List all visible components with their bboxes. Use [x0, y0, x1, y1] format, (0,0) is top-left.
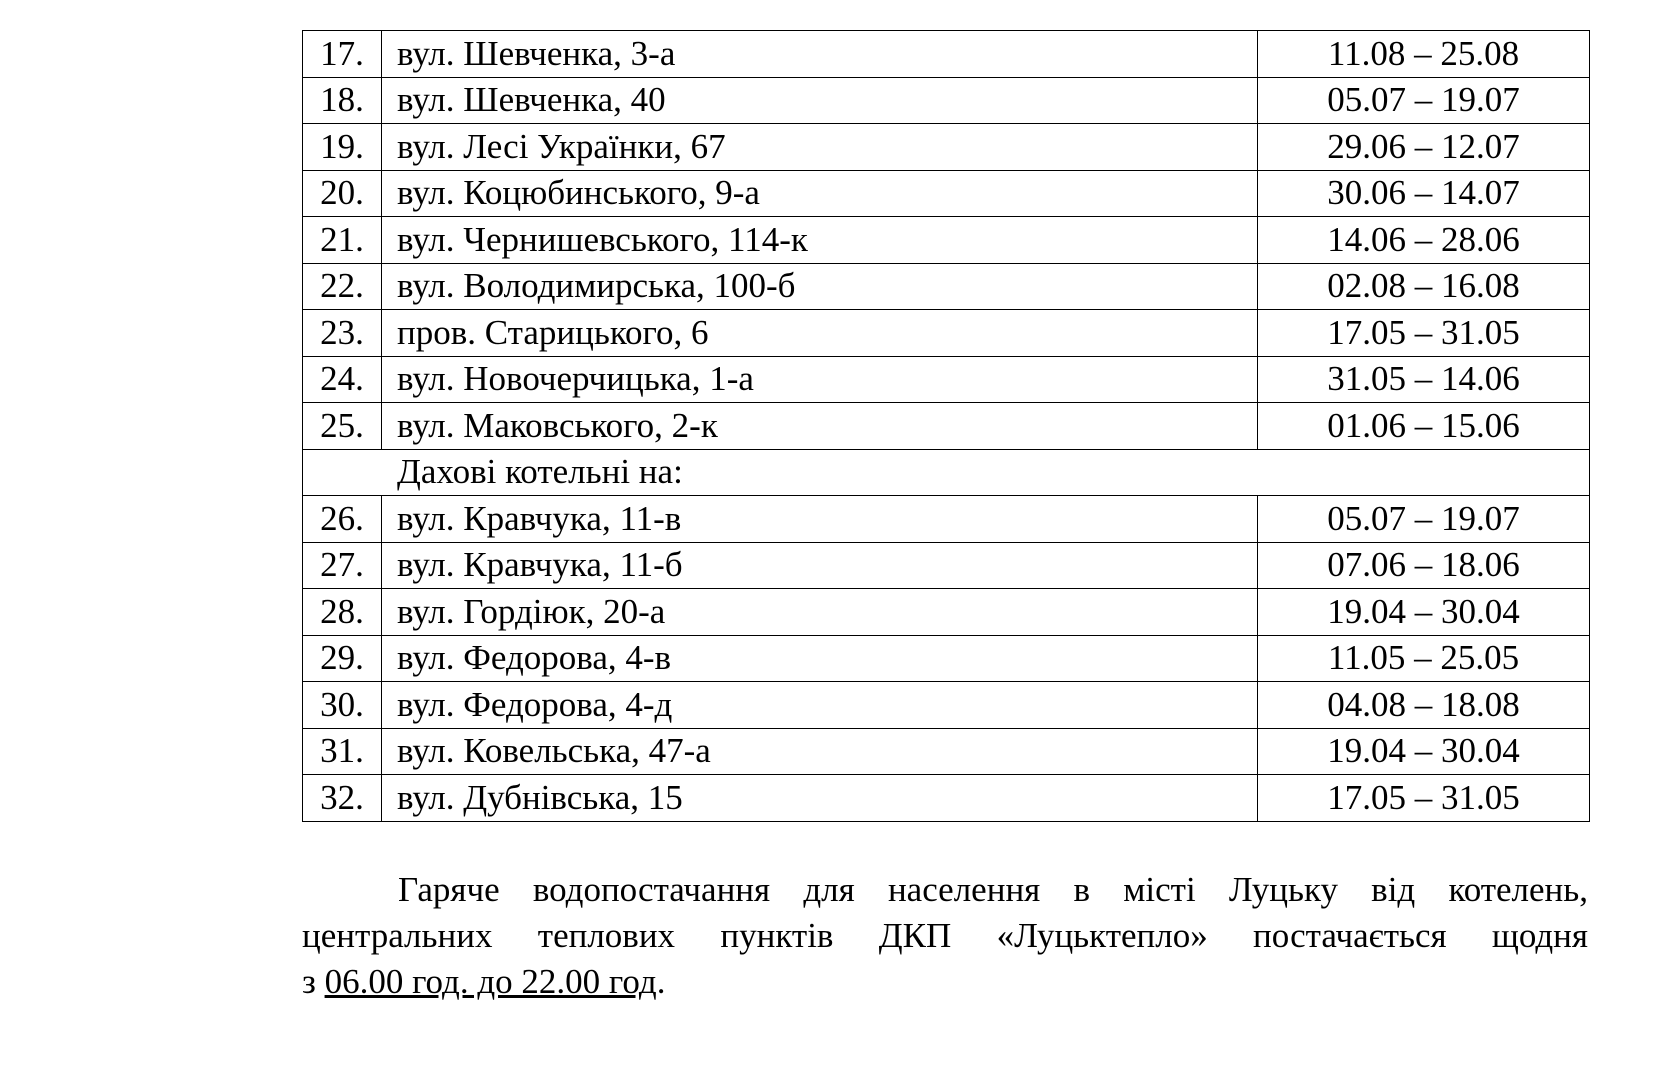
- row-number: 20.: [303, 170, 382, 217]
- row-number: 27.: [303, 542, 382, 589]
- section-label: Дахові котельні на:: [303, 449, 1590, 496]
- row-period: 17.05 – 31.05: [1258, 310, 1590, 357]
- row-period: 11.08 – 25.08: [1258, 31, 1590, 78]
- row-period: 05.07 – 19.07: [1258, 77, 1590, 124]
- row-address: вул. Федорова, 4-д: [382, 682, 1258, 729]
- row-address: вул. Ковельська, 47-а: [382, 728, 1258, 775]
- row-number: 17.: [303, 31, 382, 78]
- table-row: [303, 263, 1590, 310]
- hours-underlined: 06.00 год. до 22.00 год: [324, 962, 657, 1001]
- row-number: 25.: [303, 403, 382, 450]
- row-number: 30.: [303, 682, 382, 729]
- paragraph-line-2: центральних теплових пунктів ДКП «Луцьктепло» постачається щодня: [302, 916, 1588, 955]
- paragraph-line-3: [302, 959, 1588, 1005]
- table-row: [303, 77, 1590, 124]
- row-number: 23.: [303, 310, 382, 357]
- row-address: вул. Дубнівська, 15: [382, 775, 1258, 822]
- row-period: 11.05 – 25.05: [1258, 635, 1590, 682]
- row-period: 04.08 – 18.08: [1258, 682, 1590, 729]
- row-address: вул. Коцюбинського, 9-а: [382, 170, 1258, 217]
- row-number: 31.: [303, 728, 382, 775]
- row-address: вул. Новочерчицька, 1-а: [382, 356, 1258, 403]
- table-row: [303, 728, 1590, 775]
- table-row: [303, 589, 1590, 636]
- table-row: [303, 170, 1590, 217]
- schedule-table-body: [303, 31, 1590, 822]
- hot-water-paragraph: [302, 867, 1588, 1005]
- paragraph-line-1: Гаряче водопостачання для населення в місті Луцьку від котелень,: [398, 870, 1588, 909]
- schedule-table: [302, 30, 1590, 822]
- row-period: 19.04 – 30.04: [1258, 728, 1590, 775]
- row-number: 21.: [303, 217, 382, 264]
- row-address: вул. Гордіюк, 20-а: [382, 589, 1258, 636]
- table-row: [303, 403, 1590, 450]
- row-address: вул. Шевченка, 40: [382, 77, 1258, 124]
- paragraph-line-3-suffix: .: [656, 962, 666, 1001]
- table-row: [303, 31, 1590, 78]
- table-row: [303, 124, 1590, 171]
- row-period: 29.06 – 12.07: [1258, 124, 1590, 171]
- row-period: 19.04 – 30.04: [1258, 589, 1590, 636]
- row-number: 32.: [303, 775, 382, 822]
- table-row: [303, 542, 1590, 589]
- row-address: вул. Маковського, 2-к: [382, 403, 1258, 450]
- row-address: вул. Шевченка, 3-а: [382, 31, 1258, 78]
- row-number: 24.: [303, 356, 382, 403]
- row-number: 29.: [303, 635, 382, 682]
- table-row: [303, 310, 1590, 357]
- row-address: вул. Кравчука, 11-в: [382, 496, 1258, 543]
- row-address: пров. Старицького, 6: [382, 310, 1258, 357]
- table-row: [303, 496, 1590, 543]
- row-number: 19.: [303, 124, 382, 171]
- row-address: вул. Чернишевського, 114-к: [382, 217, 1258, 264]
- row-address: вул. Володимирська, 100-б: [382, 263, 1258, 310]
- table-row: [303, 217, 1590, 264]
- row-period: 01.06 – 15.06: [1258, 403, 1590, 450]
- table-row: [303, 356, 1590, 403]
- row-period: 31.05 – 14.06: [1258, 356, 1590, 403]
- row-period: 05.07 – 19.07: [1258, 496, 1590, 543]
- row-period: 30.06 – 14.07: [1258, 170, 1590, 217]
- section-row: [303, 449, 1590, 496]
- table-row: [303, 775, 1590, 822]
- row-address: вул. Кравчука, 11-б: [382, 542, 1258, 589]
- row-address: вул. Лесі Українки, 67: [382, 124, 1258, 171]
- row-number: 22.: [303, 263, 382, 310]
- row-period: 14.06 – 28.06: [1258, 217, 1590, 264]
- row-period: 07.06 – 18.06: [1258, 542, 1590, 589]
- paragraph-line-3-prefix: з: [302, 962, 325, 1001]
- table-row: [303, 635, 1590, 682]
- row-address: вул. Федорова, 4-в: [382, 635, 1258, 682]
- table-row: [303, 682, 1590, 729]
- row-number: 28.: [303, 589, 382, 636]
- row-number: 26.: [303, 496, 382, 543]
- row-period: 02.08 – 16.08: [1258, 263, 1590, 310]
- row-period: 17.05 – 31.05: [1258, 775, 1590, 822]
- row-number: 18.: [303, 77, 382, 124]
